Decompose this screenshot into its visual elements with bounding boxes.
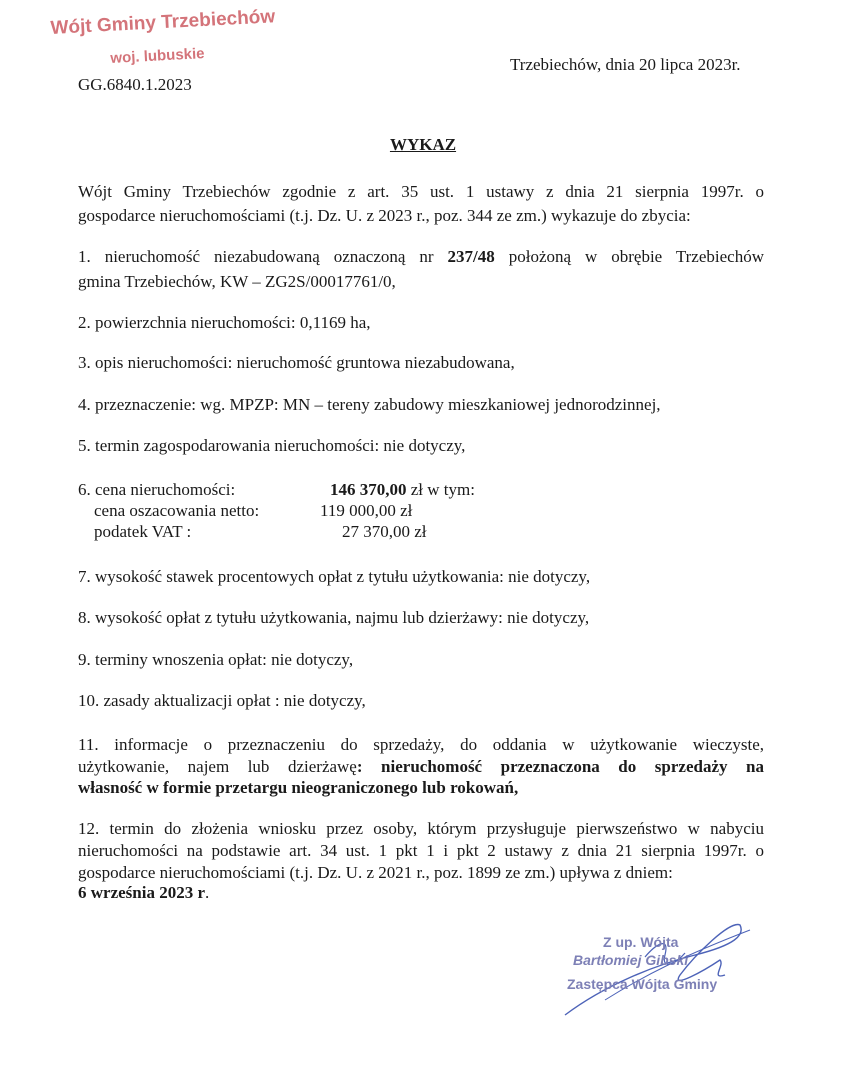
item10-update-rules: 10. zasady aktualizacji opłat : nie dotyczy, bbox=[78, 691, 366, 710]
item11-line2 bbox=[78, 756, 764, 777]
item9-payment-terms: 9. terminy wnoszenia opłat: nie dotyczy, bbox=[78, 650, 354, 669]
item5-development-term: 5. termin zagospodarowania nieruchomości: nie dotyczy, bbox=[78, 436, 466, 455]
item6-price-value bbox=[330, 480, 475, 500]
item6-net-value: 119 000,00 zł bbox=[320, 501, 413, 520]
reference-number: GG.6840.1.2023 bbox=[78, 75, 192, 94]
item6-vat-value: 27 370,00 zł bbox=[342, 522, 427, 541]
item12-line2: nieruchomości na podstawie art. 34 ust. 1 pkt 1 i pkt 2 ustawy z dnia 21 sierpnia 1997r. o bbox=[78, 841, 764, 860]
item6-vat-label: podatek VAT : bbox=[94, 522, 192, 541]
signature-line1: Z up. Wójta bbox=[603, 934, 679, 950]
parcel-number: 237/48 bbox=[447, 247, 495, 266]
price-suffix: zł w tym: bbox=[406, 480, 475, 499]
item11-line3: własność w formie przetargu nieograniczonego lub rokowań, bbox=[78, 778, 519, 797]
item2-area: 2. powierzchnia nieruchomości: 0,1169 ha, bbox=[78, 313, 371, 332]
item1-post: położoną w obrębie Trzebiechów bbox=[494, 247, 764, 266]
deadline-suffix: . bbox=[205, 883, 210, 902]
item1-line2: gmina Trzebiechów, KW – ZG2S/00017761/0, bbox=[78, 272, 396, 291]
office-stamp-line2: woj. lubuskie bbox=[110, 45, 205, 67]
item11-line2-bold: : nieruchomość przeznaczona do sprzedaży na bbox=[356, 757, 764, 776]
item7-rate: 7. wysokość stawek procentowych opłat z tytułu użytkowania: nie dotyczy, bbox=[78, 567, 591, 586]
item6-net-label: cena oszacowania netto: bbox=[94, 501, 260, 520]
signature-line2: Bartłomiej Gibski bbox=[573, 952, 689, 968]
date-line: Trzebiechów, dnia 20 lipca 2023r. bbox=[510, 55, 741, 74]
item11-line1: 11. informacje o przeznaczeniu do sprzedaży, do oddania w użytkowanie wieczyste, bbox=[78, 735, 764, 754]
item11-line2-text: użytkowanie, najem lub dzierżawę bbox=[78, 757, 357, 776]
signature-scribble-icon bbox=[545, 915, 775, 1025]
item1-pre: 1. nieruchomość niezabudowaną oznaczoną nr bbox=[78, 247, 448, 266]
document-title: WYKAZ bbox=[389, 135, 457, 154]
item3-description: 3. opis nieruchomości: nieruchomość gruntowa niezabudowana, bbox=[78, 353, 515, 372]
item6-price-label: 6. cena nieruchomości: bbox=[78, 480, 236, 499]
intro-line1: Wójt Gminy Trzebiechów zgodnie z art. 35 ust. 1 ustawy z dnia 21 sierpnia 1997r. o bbox=[78, 182, 764, 201]
item12-line1: 12. termin do złożenia wniosku przez osoby, którym przysługuje pierwszeństwo w nabyciu bbox=[78, 819, 764, 838]
office-stamp-line1: Wójt Gminy Trzebiechów bbox=[50, 6, 276, 39]
document-title-wrap bbox=[0, 135, 846, 155]
item12-line3: gospodarce nieruchomościami (t.j. Dz. U. z 2021 r., poz. 1899 ze zm.) upływa z dniem: bbox=[78, 863, 673, 882]
deadline-date: 6 września 2023 r bbox=[78, 883, 206, 902]
signature-line3: Zastępca Wójta Gminy bbox=[567, 976, 718, 992]
intro-line2: gospodarce nieruchomościami (t.j. Dz. U. z 2023 r., poz. 344 ze zm.) wykazuje do zbycia: bbox=[78, 206, 691, 225]
item4-purpose: 4. przeznaczenie: wg. MPZP: MN – tereny zabudowy mieszkaniowej jednorodzinnej, bbox=[78, 395, 661, 414]
signature-stamp bbox=[545, 915, 775, 1025]
item12-deadline-line bbox=[78, 882, 764, 903]
price-amount: 146 370,00 bbox=[330, 480, 407, 499]
item1-line1 bbox=[78, 246, 764, 267]
item8-fees: 8. wysokość opłat z tytułu użytkowania, najmu lub dzierżawy: nie dotyczy, bbox=[78, 608, 590, 627]
